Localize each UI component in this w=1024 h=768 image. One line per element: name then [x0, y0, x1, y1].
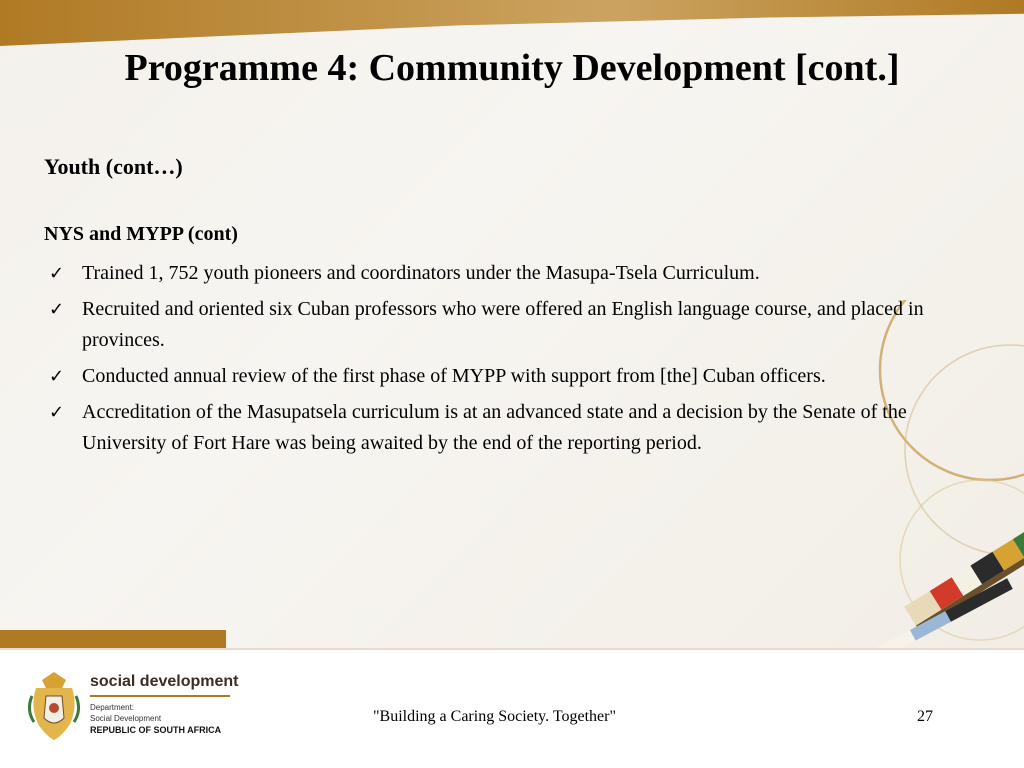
- section-heading: Youth (cont…): [44, 154, 183, 179]
- list-item: [44, 397, 974, 459]
- dept-line: Department:: [90, 703, 135, 712]
- dept-line: REPUBLIC OF SOUTH AFRICA: [90, 725, 222, 735]
- list-item: [44, 294, 974, 356]
- bottom-accent-bar: [0, 630, 226, 650]
- bullet-text: Accreditation of the Masupatsela curriculum is at an advanced state and a decision by the Senate of the University of Fort Hare was being awaited by the end of the reporting period.: [82, 401, 907, 454]
- brand-separator: [90, 695, 230, 697]
- brand-name: social development: [90, 673, 239, 690]
- bullet-text: Conducted annual review of the first phase of MYPP with support from [the] Cuban officers.: [82, 365, 826, 387]
- bullet-text: Trained 1, 752 youth pioneers and coordinators under the Masupa-Tsela Curriculum.: [82, 262, 760, 284]
- list-item: [44, 258, 974, 289]
- subsection-heading: NYS and MYPP (cont): [44, 223, 238, 245]
- checkmark-icon: ✓: [49, 299, 65, 320]
- checkmark-icon: ✓: [49, 402, 65, 423]
- checkmark-icon: ✓: [49, 366, 65, 387]
- checkmark-icon: ✓: [49, 263, 65, 284]
- list-item: [44, 361, 974, 392]
- page-number: 27: [917, 708, 933, 725]
- footer-divider: [0, 648, 1024, 650]
- bullet-text: Recruited and oriented six Cuban professors who were offered an English language course, and placed in provinces.: [82, 298, 924, 351]
- slide-title: Programme 4: Community Development [cont.]: [124, 47, 900, 89]
- bullet-list: [44, 258, 974, 464]
- footer-tagline: "Building a Caring Society. Together": [373, 708, 617, 725]
- dept-line: Social Development: [90, 714, 162, 723]
